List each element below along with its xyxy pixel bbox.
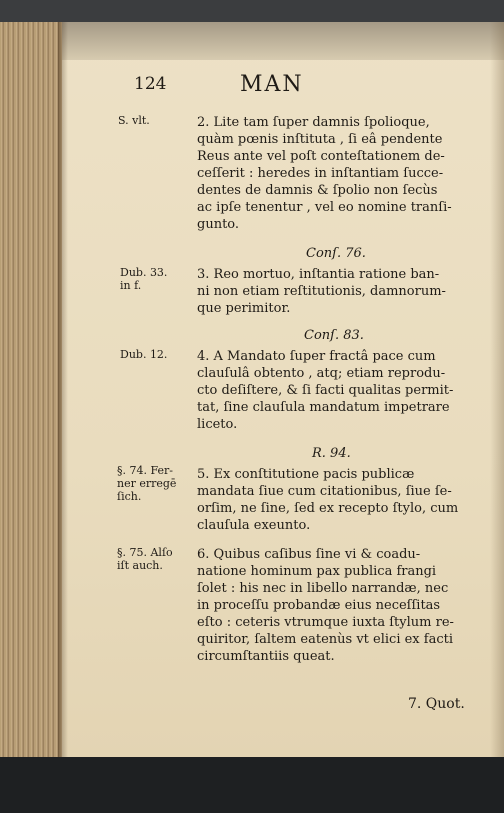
text-line: 5. Ex conſtitutione pacis publicæ bbox=[197, 467, 415, 482]
text-line: 2. Lite tam ſuper damnis ſpolioque, bbox=[197, 115, 430, 130]
background-bottom bbox=[0, 752, 504, 813]
gutter-shadow bbox=[58, 22, 68, 757]
text-line: ſolet : his nec in libello narrandæ, nec bbox=[197, 581, 449, 596]
text-line: ni non etiam reſtitutionis, damnorum- bbox=[197, 284, 446, 299]
margin-note: Dub. 33. bbox=[120, 266, 168, 279]
text-line: que perimitor. bbox=[197, 301, 291, 316]
text-line: gunto. bbox=[197, 217, 240, 232]
text-line: 3. Reo mortuo, inſtantia ratione ban- bbox=[197, 267, 440, 282]
margin-note: §. 74. Fer- bbox=[117, 464, 173, 477]
running-header: MAN bbox=[240, 72, 304, 97]
margin-note: Dub. 12. bbox=[120, 348, 168, 361]
reference-heading: R. 94. bbox=[312, 446, 351, 461]
text-line: clauſula exeunto. bbox=[197, 518, 311, 533]
page-number: 124 bbox=[134, 74, 167, 94]
text-line: quàm pœnis inſtituta , ſi eâ pendente bbox=[197, 132, 443, 147]
text-line: dentes de damnis & ſpolio non ſecùs bbox=[197, 183, 438, 198]
margin-note: ſich. bbox=[117, 490, 142, 503]
text-line: ac ipſe tenentur , vel eo nomine tranſi- bbox=[197, 200, 452, 215]
text-line: orſim, ne ſine, ſed ex recepto ſtylo, cum bbox=[197, 501, 459, 516]
text-line: tat, ſine clauſula mandatum impetrare bbox=[197, 400, 450, 415]
page-top-shadow bbox=[62, 22, 504, 60]
text-line: in proceſſu probandæ eius neceſſitas bbox=[197, 598, 441, 613]
page-edge-shadow bbox=[490, 22, 504, 757]
text-line: circumſtantiis queat. bbox=[197, 649, 335, 664]
margin-note: iſt auch. bbox=[117, 559, 163, 572]
margin-note: §. 75. Alſo bbox=[117, 546, 173, 559]
catchword: 7. Quot. bbox=[408, 696, 465, 712]
text-line: eſto : ceteris vtrumque iuxta ſtylum re- bbox=[197, 615, 454, 630]
text-line: clauſulâ obtento , atq; etiam reprodu- bbox=[197, 366, 446, 381]
margin-note: in f. bbox=[120, 279, 142, 292]
text-line: ceſſerit : heredes in inſtantiam ſucce- bbox=[197, 166, 444, 181]
reference-heading: Conſ. 83. bbox=[304, 328, 364, 343]
background-top bbox=[0, 0, 504, 22]
text-line: Reus ante vel poſt conteſtationem de- bbox=[197, 149, 445, 164]
text-line: cto deſiſtere, & ſi facti qualitas permit- bbox=[197, 383, 454, 398]
text-line: 6. Quibus caſibus ſine vi & coadu- bbox=[197, 547, 421, 562]
text-line: quiritor, ſaltem eatenùs vt elici ex facti bbox=[197, 632, 453, 647]
book-page-edges bbox=[0, 22, 62, 757]
reference-heading: Conſ. 76. bbox=[306, 246, 366, 261]
margin-note: ner erregē bbox=[117, 477, 177, 490]
text-line: mandata ſiue cum citationibus, ſiue ſe- bbox=[197, 484, 452, 499]
margin-note: S. vlt. bbox=[118, 114, 150, 127]
text-line: 4. A Mandato ſuper fractâ pace cum bbox=[197, 349, 436, 364]
text-line: liceto. bbox=[197, 417, 238, 432]
text-line: natione hominum pax publica frangi bbox=[197, 564, 437, 579]
